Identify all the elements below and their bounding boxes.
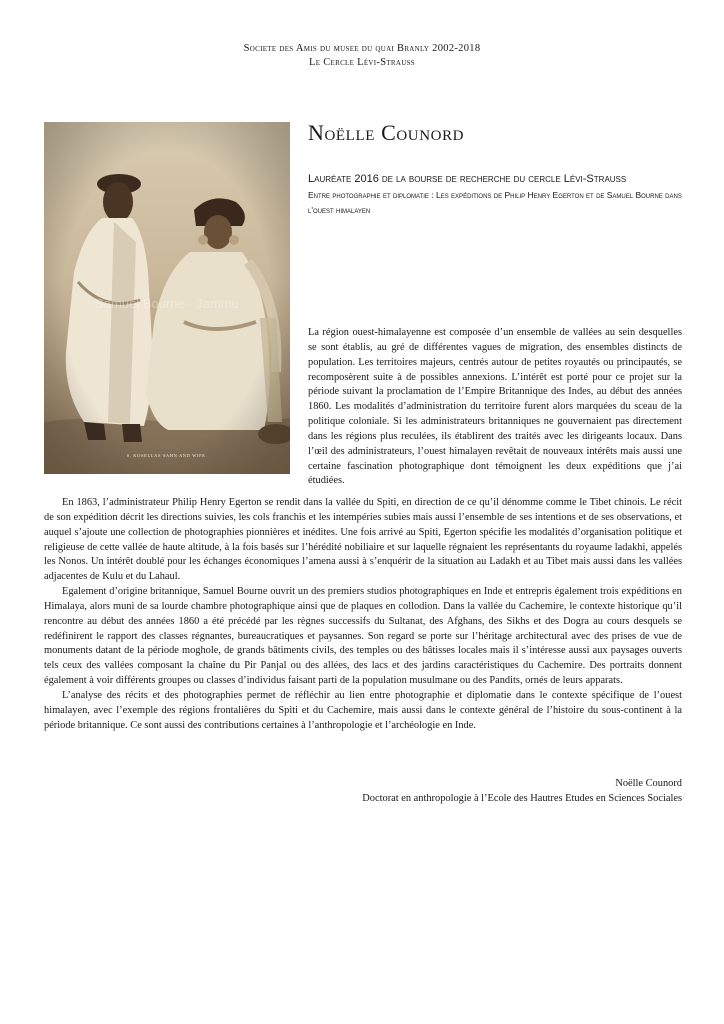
header-circle: Le Cercle Lévi-Strauss [309,57,415,68]
paragraph-analysis: L’analyse des récits et des photographies permet de réfléchir au lien entre photographie et diplomatie dans le contexte spécifique de l’ouest himalayen, avec l’exemple des régions frontalières du Spiti et du Cachemire, mais aussi dans le contexte général de l’histoire du sous-continent à la période britannique. Ce sont aussi des contributions certaines à l’anthropologie et l’archéologie en Inde. [44,689,682,731]
paragraph-egerton: En 1863, l’administrateur Philip Henry Egerton se rendit dans la vallée du Spiti, en direction de ce qu’il dénomme comme le Tibet chinois. Le récit de son expédition décrit les directions suivies, les cols franchis et les intempéries subies mais aussi l’ensemble de ses intentions et de ses observations, et auquel s’ajoute une collection de photographies pionnières et inédites. Une fois arrivé au Spiti, Egerton spécifie les modalités d’organisation politique et religieuse de cette vallée de haute altitude, à la fois basés sur l’hérédité nobiliaire et sur laquelle régnaient les représentants du royaume ladakhi, appelés les Nonos. Un intérêt doublé pour les échanges économiques l’amena aussi à s’enquérir de la situation au Ladakh et au Tibet mais aussi dans les vallées adjacentes de Kulu et du Lahaul. [44,497,682,583]
paragraph-bourne: Egalement d’origine britannique, Samuel Bourne ouvrit un des premiers studios photographiques en Inde et entrepris également trois expéditions en Himalaya, alors muni de sa lourde chambre photographique ainsi que de plaques en collodion. Dans la vallée du Cachemire, le contexte historique qu’il rencontre au début des années 1860 a été précédé par les règnes successifs du Sultanat, des Afghans, des Sikhs et des Dogra au cours desquels se redéfinirent le rapport des classes régnantes, bureaucratiques et paysannes. Son regard se porte sur l’héritage architectural avec des prises de vue de monuments datant de la période moghole, de grands bâtiments civils, des temples ou des bâtisses locales mais il s’intéresse aussi aux paysages ouverts tels ceux des vallées composant la chaîne du Pir Panjal ou des allées, des lacs et des jardins caractéristiques du Cachemire. Des portraits donnent également à voir différents groupes ou classes d’individus faisant parti de la population musulmane ou des Pandits, ornés de leurs apparats. [44,586,682,687]
photograph-illustration [44,122,290,474]
subtitle-block [308,172,682,218]
historical-photograph [44,122,290,474]
page-header [0,42,724,70]
laureate-line: Lauréate 2016 de la bourse de recherche du cercle Lévi-Strauss [308,173,627,185]
intro-paragraph: La région ouest-himalayenne est composée d’un ensemble de vallées au sein desquelles se sont établis, au gré de différentes vagues de migration, des ensembles distincts de population. Les territoires majeurs, centrés autour de petites royautés ou principautés, se recomposèrent suite à de possibles annexions. L’intérêt est porté pour ce projet sur la période suivant la proclamation de l’Empire Britannique des Indes, au début des années 1860. Les modalités d’administration du territoire furent alors marquées du sceau de la politique coloniale. Si les administrateurs britanniques ne gouvernaient pas directement dans les régions plus reculées, ils établirent des traités avec les dirigeants locaux. Dans l’œil des administrateurs, l’ouest himalayen revêtait de nouveaux intérêts mais aussi une certaine fascination photographique dont témoignent les deux expéditions que j’ai étudiées. [308,327,682,487]
header-society: Societe des Amis du musee du quai Branly 2002-2018 [243,43,481,54]
photo-watermark: Samuel Bourne · Jammu [95,296,239,311]
signature-block [362,776,682,806]
page-title: Noëlle Counord [308,120,465,145]
author-name: Noëlle Counord [615,778,682,789]
photo-caption: S. KOSELLAS SAHN AND WIFE. [126,453,208,458]
main-text [44,496,682,734]
project-title: Entre photographie et diplomatie : Les expéditions de Philip Henry Egerton et de Samuel Bourne dans l'ouest himalayen [308,190,682,215]
author-affiliation: Doctorat en anthropologie à l’Ecole des Hautres Etudes en Sciences Sociales [362,793,682,804]
